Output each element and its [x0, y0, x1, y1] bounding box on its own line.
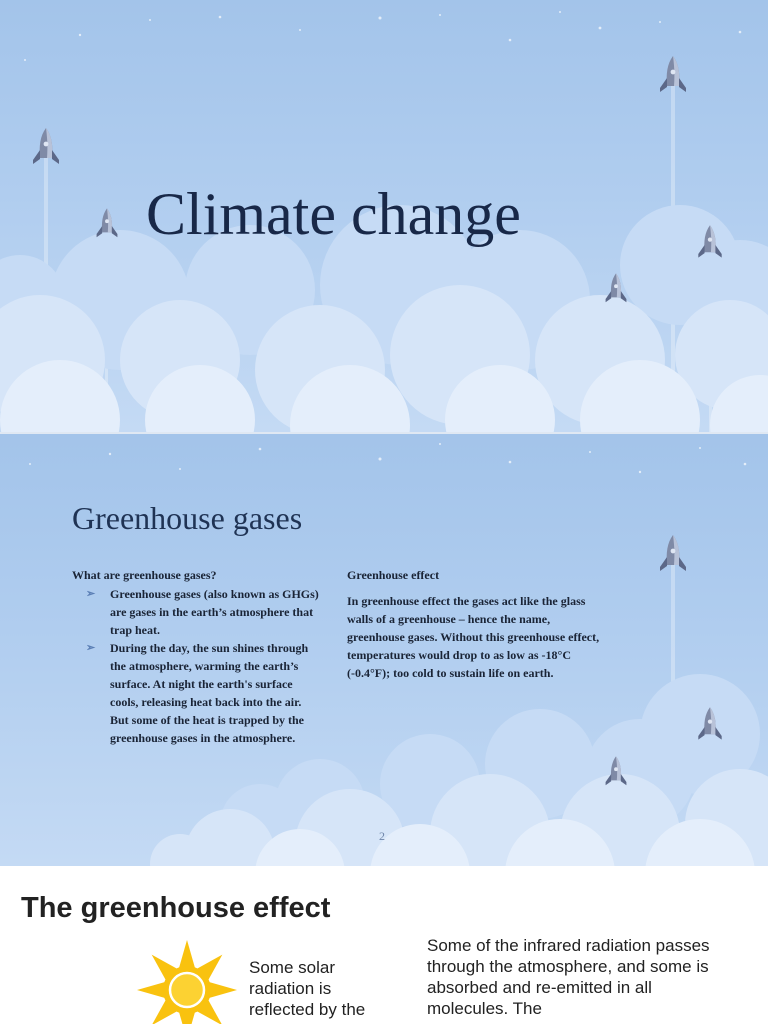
infrared-radiation-text: Some of the infrared radiation passes through the atmosphere, and some is absorbed and re-emitted in all molecules. The [427, 936, 710, 1018]
title-slide [0, 0, 768, 432]
slide-title: Climate change [146, 181, 521, 247]
list-item [72, 639, 322, 747]
list-item [72, 585, 322, 639]
right-paragraph: In greenhouse effect the gases act like the glass walls of a greenhouse – hence the name, greenhouse gases. Without this greenhouse effect, temperatures would drop to as low as -18°C (-0.4°F); too cold to sustain life on earth. [347, 594, 600, 680]
slide-title: Greenhouse gases [72, 500, 303, 536]
arrow-bullet-icon: ➢ [86, 642, 96, 654]
sun-icon [132, 938, 242, 1024]
arrow-bullet-icon: ➢ [86, 588, 96, 600]
bullet-list [72, 585, 322, 747]
right-column [347, 566, 602, 682]
left-heading: What are greenhouse gases? [72, 568, 217, 582]
right-heading: Greenhouse effect [347, 568, 440, 582]
slide-title: The greenhouse effect [21, 892, 331, 924]
page-number: 2 [379, 829, 385, 843]
greenhouse-effect-slide [0, 866, 768, 1024]
bullet-text: Greenhouse gases (also known as GHGs) are gases in the earth’s atmosphere that trap heat. [110, 587, 319, 637]
bullet-text: During the day, the sun shines through the atmosphere, warming the earth’s surface. At night the earth's surface cools, releasing heat back into the air. But some of the heat is trapped by the greenhouse gases in the atmosphere. [110, 641, 309, 745]
left-column [72, 566, 322, 747]
greenhouse-gases-slide [0, 434, 768, 866]
solar-reflection-text: Some solar radiation is reflected by the [249, 958, 366, 1019]
